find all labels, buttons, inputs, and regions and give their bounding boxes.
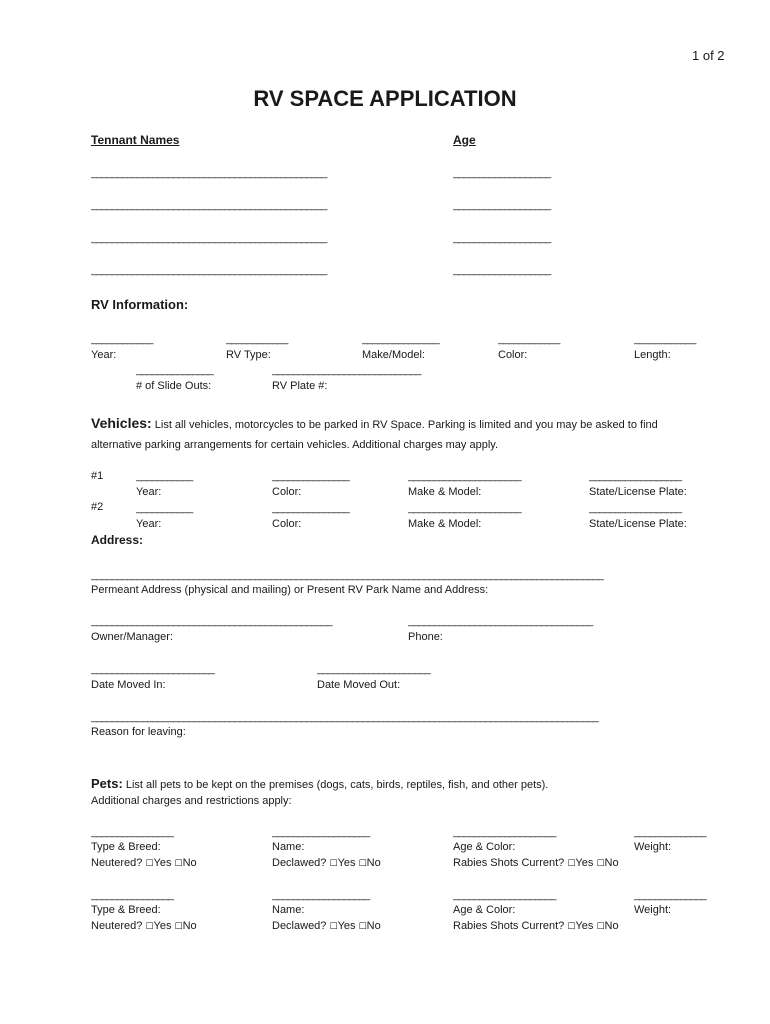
rv-year-label: Year: <box>91 349 117 361</box>
date-moved-out-label: Date Moved Out: <box>317 679 401 691</box>
rv-plate-field[interactable]: _____________________________ <box>272 364 421 376</box>
pet-1-neutered-yes-label: Yes <box>153 857 172 869</box>
pet-1-neutered-label: Neutered? <box>91 857 143 869</box>
pet-1-weight-label: Weight: <box>634 841 672 853</box>
tenant-names-header: Tennant Names <box>91 133 180 147</box>
rv-year-field[interactable]: ____________ <box>91 333 153 345</box>
date-moved-in-label: Date Moved In: <box>91 679 166 691</box>
vehicle-1-color-field[interactable]: _______________ <box>272 470 349 482</box>
rv-length-label: Length: <box>634 349 671 361</box>
vehicles-intro-text-1: List all vehicles, motorcycles to be parked in RV Space. Parking is limited and you may be asked to find <box>151 419 658 431</box>
pet-2-rabies-yes-checkbox[interactable]: ☐ <box>567 921 576 931</box>
pet-1-neutered-no-label: No <box>182 857 197 869</box>
pet-2-declawed-row <box>272 920 381 933</box>
vehicle-1-state-plate-label: State/License Plate: <box>589 486 687 498</box>
page-title: RV SPACE APPLICATION <box>253 86 517 111</box>
pet-1-type-breed-label: Type & Breed: <box>91 841 161 853</box>
rv-information-header: RV Information: <box>91 297 189 312</box>
pets-intro-text-1: List all pets to be kept on the premises (dogs, cats, birds, reptiles, fish, and other pets). <box>122 779 549 791</box>
pet-1-age-color-field[interactable]: ____________________ <box>453 826 556 838</box>
vehicles-header: Vehicles: <box>91 415 152 431</box>
tenant-age-field-4[interactable]: ___________________ <box>453 264 551 276</box>
pet-2-name-field[interactable]: ___________________ <box>272 889 370 901</box>
vehicle-2-state-plate-label: State/License Plate: <box>589 518 687 530</box>
pet-2-rabies-no-checkbox[interactable]: ☐ <box>596 921 605 931</box>
tenant-name-field-1[interactable]: ______________________________________________ <box>91 167 327 179</box>
pet-2-age-color-label: Age & Color: <box>453 904 516 916</box>
tenant-age-field-2[interactable]: ___________________ <box>453 199 551 211</box>
pet-2-declawed-yes-label: Yes <box>337 920 356 932</box>
phone-field[interactable]: ____________________________________ <box>408 615 593 627</box>
pet-1-neutered-row <box>91 857 197 870</box>
vehicle-1-state-plate-field[interactable]: __________________ <box>589 470 682 482</box>
pets-intro-line-1 <box>91 777 548 792</box>
pet-1-rabies-row <box>453 857 619 870</box>
permanent-address-field[interactable]: ____________________________________________________________________________________________________ <box>91 569 603 581</box>
pet-2-type-breed-label: Type & Breed: <box>91 904 161 916</box>
rv-slide-outs-label: # of Slide Outs: <box>136 380 212 392</box>
pet-2-rabies-yes-label: Yes <box>575 920 594 932</box>
permanent-address-label: Permeant Address (physical and mailing) or Present RV Park Name and Address: <box>91 584 489 596</box>
pet-2-weight-label: Weight: <box>634 904 672 916</box>
vehicle-2-color-label: Color: <box>272 518 302 530</box>
reason-for-leaving-field[interactable]: ___________________________________________________________________________________________________ <box>91 711 598 723</box>
pets-intro-text-2: Additional charges and restrictions apply: <box>91 795 292 807</box>
pet-2-neutered-no-checkbox[interactable]: ☐ <box>174 921 183 931</box>
reason-for-leaving-label: Reason for leaving: <box>91 726 186 738</box>
pet-1-rabies-no-checkbox[interactable]: ☐ <box>596 858 605 868</box>
vehicle-number-2: #2 <box>91 501 104 513</box>
vehicles-intro-text-2: alternative parking arrangements for certain vehicles. Additional charges may apply. <box>91 439 499 451</box>
vehicle-2-year-label: Year: <box>136 518 162 530</box>
pets-header: Pets: <box>91 776 123 791</box>
date-moved-out-field[interactable]: ______________________ <box>317 663 430 675</box>
pet-2-rabies-row <box>453 920 619 933</box>
pet-1-rabies-yes-label: Yes <box>575 857 594 869</box>
address-header: Address: <box>91 533 144 547</box>
vehicle-2-make-model-field[interactable]: ______________________ <box>408 502 521 514</box>
vehicle-1-make-model-field[interactable]: ______________________ <box>408 470 521 482</box>
pet-1-declawed-yes-checkbox[interactable]: ☐ <box>329 858 338 868</box>
pet-1-name-label: Name: <box>272 841 305 853</box>
pet-1-weight-field[interactable]: ______________ <box>634 826 706 838</box>
tenant-age-field-3[interactable]: ___________________ <box>453 232 551 244</box>
tenant-name-field-3[interactable]: ______________________________________________ <box>91 232 327 244</box>
pet-1-declawed-no-checkbox[interactable]: ☐ <box>358 858 367 868</box>
rv-type-field[interactable]: ____________ <box>226 333 288 345</box>
pet-1-type-breed-field[interactable]: ________________ <box>91 826 173 838</box>
phone-label: Phone: <box>408 631 443 643</box>
tenant-name-field-4[interactable]: ______________________________________________ <box>91 264 327 276</box>
vehicle-1-color-label: Color: <box>272 486 302 498</box>
vehicles-intro-line-1 <box>91 417 658 432</box>
pet-2-weight-field[interactable]: ______________ <box>634 889 706 901</box>
pet-1-declawed-no-label: No <box>366 857 381 869</box>
vehicle-1-make-model-label: Make & Model: <box>408 486 482 498</box>
owner-manager-field[interactable]: _______________________________________________ <box>91 615 332 627</box>
date-moved-in-field[interactable]: ________________________ <box>91 663 214 675</box>
pet-1-declawed-row <box>272 857 381 870</box>
age-header: Age <box>453 133 476 147</box>
pet-2-type-breed-field[interactable]: ________________ <box>91 889 173 901</box>
rv-type-label: RV Type: <box>226 349 271 361</box>
rv-make-model-label: Make/Model: <box>362 349 425 361</box>
vehicle-2-color-field[interactable]: _______________ <box>272 502 349 514</box>
pet-2-declawed-no-checkbox[interactable]: ☐ <box>358 921 367 931</box>
pet-1-rabies-no-label: No <box>604 857 619 869</box>
pet-2-neutered-yes-checkbox[interactable]: ☐ <box>145 921 154 931</box>
pet-2-rabies-label: Rabies Shots Current? <box>453 920 565 932</box>
pet-2-neutered-no-label: No <box>182 920 197 932</box>
tenant-age-field-1[interactable]: ___________________ <box>453 167 551 179</box>
pet-1-declawed-yes-label: Yes <box>337 857 356 869</box>
pet-1-age-color-label: Age & Color: <box>453 841 516 853</box>
vehicle-2-make-model-label: Make & Model: <box>408 518 482 530</box>
pet-2-declawed-no-label: No <box>366 920 381 932</box>
rv-plate-label: RV Plate #: <box>272 380 328 392</box>
rv-length-field[interactable]: ____________ <box>634 333 696 345</box>
pet-1-rabies-label: Rabies Shots Current? <box>453 857 565 869</box>
pet-2-rabies-no-label: No <box>604 920 619 932</box>
rv-make-model-field[interactable]: _______________ <box>362 333 439 345</box>
pet-2-neutered-label: Neutered? <box>91 920 143 932</box>
pet-2-name-label: Name: <box>272 904 305 916</box>
pet-2-neutered-row <box>91 920 197 933</box>
vehicle-1-year-field[interactable]: ___________ <box>136 470 193 482</box>
pet-1-rabies-yes-checkbox[interactable]: ☐ <box>567 858 576 868</box>
pet-2-age-color-field[interactable]: ____________________ <box>453 889 556 901</box>
pet-1-declawed-label: Declawed? <box>272 857 327 869</box>
vehicle-number-1: #1 <box>91 470 104 482</box>
pet-2-neutered-yes-label: Yes <box>153 920 172 932</box>
vehicle-2-state-plate-field[interactable]: __________________ <box>589 502 682 514</box>
rv-slide-outs-field[interactable]: _______________ <box>136 364 213 376</box>
vehicle-1-year-label: Year: <box>136 486 162 498</box>
pet-1-name-field[interactable]: ___________________ <box>272 826 370 838</box>
vehicle-2-year-field[interactable]: ___________ <box>136 502 193 514</box>
pet-1-neutered-yes-checkbox[interactable]: ☐ <box>145 858 154 868</box>
rv-color-label: Color: <box>498 349 528 361</box>
tenant-name-field-2[interactable]: ______________________________________________ <box>91 199 327 211</box>
pet-1-neutered-no-checkbox[interactable]: ☐ <box>174 858 183 868</box>
owner-manager-label: Owner/Manager: <box>91 631 173 643</box>
pet-2-declawed-label: Declawed? <box>272 920 327 932</box>
pet-2-declawed-yes-checkbox[interactable]: ☐ <box>329 921 338 931</box>
page-number: 1 of 2 <box>692 48 725 63</box>
rv-color-field[interactable]: ____________ <box>498 333 560 345</box>
